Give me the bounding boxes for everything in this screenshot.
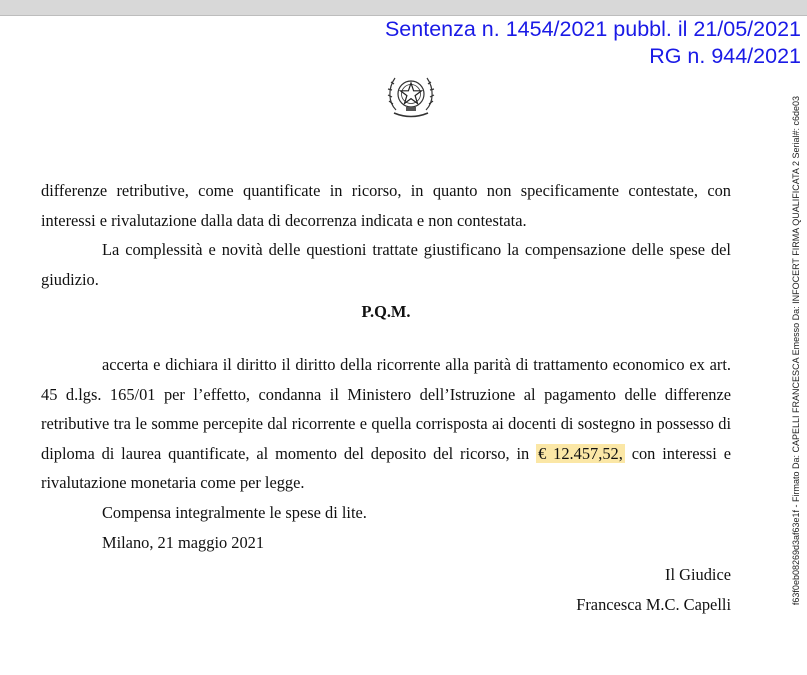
judge-name: Francesca M.C. Capelli bbox=[576, 594, 731, 614]
pqm-heading: P.Q.M. bbox=[361, 302, 411, 322]
place-and-date: Milano, 21 maggio 2021 bbox=[102, 532, 265, 552]
italian-emblem-icon bbox=[386, 66, 436, 122]
ruling-text-end: con interessi e rivalutazione monetaria come per legge. bbox=[41, 443, 731, 493]
highlighted-amount: € 12.457,52, bbox=[538, 443, 623, 463]
viewer-top-bar bbox=[0, 0, 807, 16]
judge-title: Il Giudice bbox=[665, 565, 731, 585]
paragraph-costs: La complessità e novità delle questioni trattate giustificano la compensazione delle spese del giudizio. bbox=[41, 240, 731, 289]
digital-signature-stamp bbox=[786, 96, 802, 671]
document-body bbox=[41, 176, 731, 619]
paragraph-ruling bbox=[41, 350, 731, 498]
signature-details: Firmato Da: CAPELLI FRANCESCA Emesso Da: INFOCERT FIRMA QUALIFICATA 2 Serial#: c6de03 bbox=[791, 96, 801, 502]
paragraph-compensation: Compensa integralmente le spese di lite. bbox=[102, 502, 367, 522]
sentence-header bbox=[385, 16, 801, 70]
registry-number: RG n. 944/2021 bbox=[649, 44, 801, 68]
signature-hash: f63f0eb08269d3af63e1f - bbox=[791, 504, 801, 606]
ruling-text-start: accerta e dichiara il diritto il diritto della ricorrente alla parità di trattamento economico ex art. 45 d.lgs. 165/01 per l’effetto, condanna il Ministero dell’Istruzione al pagamento delle differenze retributive tra le somme percepite dal ricorrente e quella corrisposta ai docenti di sostegno in possesso di diploma di laurea quantificate, al momento del deposito del ricorso, in bbox=[41, 354, 731, 463]
sentence-number: Sentenza n. 1454/2021 pubbl. il 21/05/2021 bbox=[384, 17, 801, 41]
paragraph-differences: differenze retributive, come quantificate in ricorso, in quanto non specificamente contestate, con interessi e rivalutazione dalla data di decorrenza indicata e non contestata. bbox=[41, 181, 731, 230]
